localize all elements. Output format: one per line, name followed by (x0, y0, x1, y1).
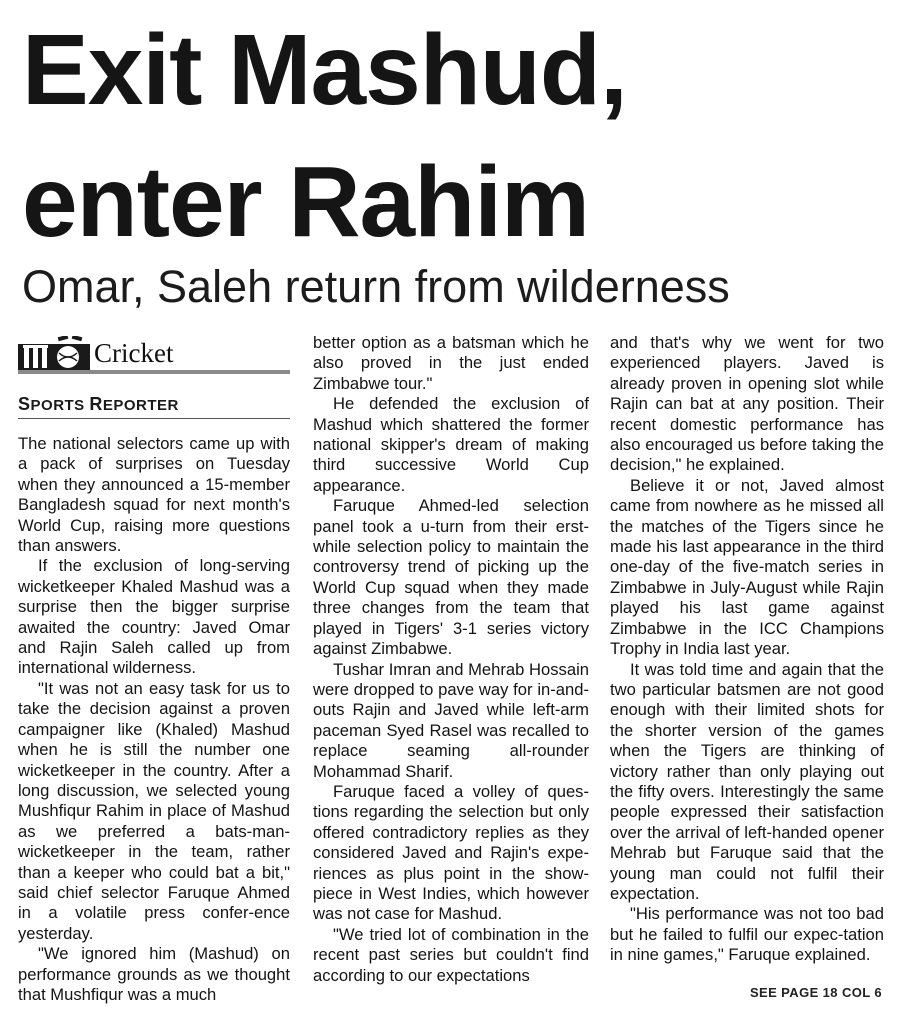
byline-rule (18, 418, 290, 419)
paragraph: Believe it or not, Javed almost came from nowhere as he missed all the matches of the Tigers since he made his last appearance in the third one-day of the five-match series in Zimbabwe in July-August while Rajin played his last game against Zimbabwe in the ICC Champions Trophy in India last year. (610, 475, 884, 659)
paragraph: "We ignored him (Mashud) on performance grounds as we thought that Mushfiqur was a much (18, 944, 290, 1004)
paragraph: If the exclusion of long-serving wicketkeeper Khaled Mashud was a surprise then the bigger surprise awaited the country: Javed Omar and Rajin Saleh called up from international wilderness. (18, 556, 290, 678)
byline-initial-1: S (18, 394, 31, 414)
section-label: Cricket (94, 338, 174, 368)
paragraph: Faruque Ahmed-led selection panel took a u-turn from their erst-while selection policy to maintain the controversy trend of picking up the World Cup squad when they made three changes from the team that played in Tigers' 3-1 series victory against Zimbabwe. (313, 496, 589, 659)
subheadline: Omar, Saleh return from wilderness (22, 261, 730, 312)
article-column-1 (18, 434, 290, 1005)
cricket-logo-icon (18, 336, 90, 370)
paragraph: "We tried lot of combination in the recent past series but couldn't find according to our expectations (313, 924, 589, 985)
section-rule (18, 370, 290, 374)
paragraph: The national selectors came up with a pack of surprises on Tuesday when they announced a 15-member Bangladesh squad for next month's World Cup, raising more questions than answers. (18, 434, 290, 556)
byline-initial-2: R (89, 394, 103, 414)
byline-rest-1: PORTS (30, 397, 90, 414)
paragraph: Faruque faced a volley of ques-tions regarding the selection but only offered contradictory replies as they considered Javed and Rajin's expe-riences as plus point in the show-piece in West Indies, which however was not case for Mashud. (313, 781, 589, 924)
continuation-jump-line: SEE PAGE 18 COL 6 (749, 985, 882, 1000)
headline-line-2: enter Rahim (22, 146, 589, 258)
section-kicker (18, 334, 290, 372)
article-column-3 (610, 333, 884, 966)
headline-line-1: Exit Mashud, (22, 14, 627, 126)
paragraph: "His performance was not too bad but he failed to fulfil our expec-tation in nine games," Faruque explained. (610, 904, 884, 965)
paragraph: "It was not an easy task for us to take the decision against a proven campaigner like (Khaled) Mashud when he is still the number one wicketkeeper in the country. After a long discussion, we selected young Mushfiqur Rahim in place of Mashud as we preferred a bats-man-wicketkeeper in the team, rather than a keeper who could bat a bit," said chief selector Faruque Ahmed in a volatile press confer-ence yesterday. (18, 678, 290, 943)
paragraph: Tushar Imran and Mehrab Hossain were dropped to pave way for in-and-outs Rajin and Javed while left-arm paceman Syed Rasel was recalled to replace seaming all-rounder Mohammad Sharif. (313, 659, 589, 781)
paragraph: He defended the exclusion of Mashud which shattered the former national skipper's dream of making third successive World Cup appearance. (313, 394, 589, 495)
paragraph: better option as a batsman which he also proved in the just ended Zimbabwe tour." (313, 333, 589, 393)
paragraph: It was told time and again that the two particular batsmen are not good enough with their limited shots for the shorter version of the games when the Tigers are thinking of victory rather than only playing out the fifty overs. Interestingly the same people expressed their satisfaction over the arrival of left-handed opener Mehrab but Faruque said that the young man could not fulfil their expectation. (610, 659, 884, 903)
article-column-2 (313, 333, 589, 986)
byline (18, 394, 290, 415)
paragraph: and that's why we went for two experienced players. Javed is already proven in opening slot while Rajin can bat at any position. Their recent domestic performance has also encouraged us before taking the decision," he explained. (610, 333, 884, 475)
byline-rest-2: EPORTER (102, 397, 179, 414)
